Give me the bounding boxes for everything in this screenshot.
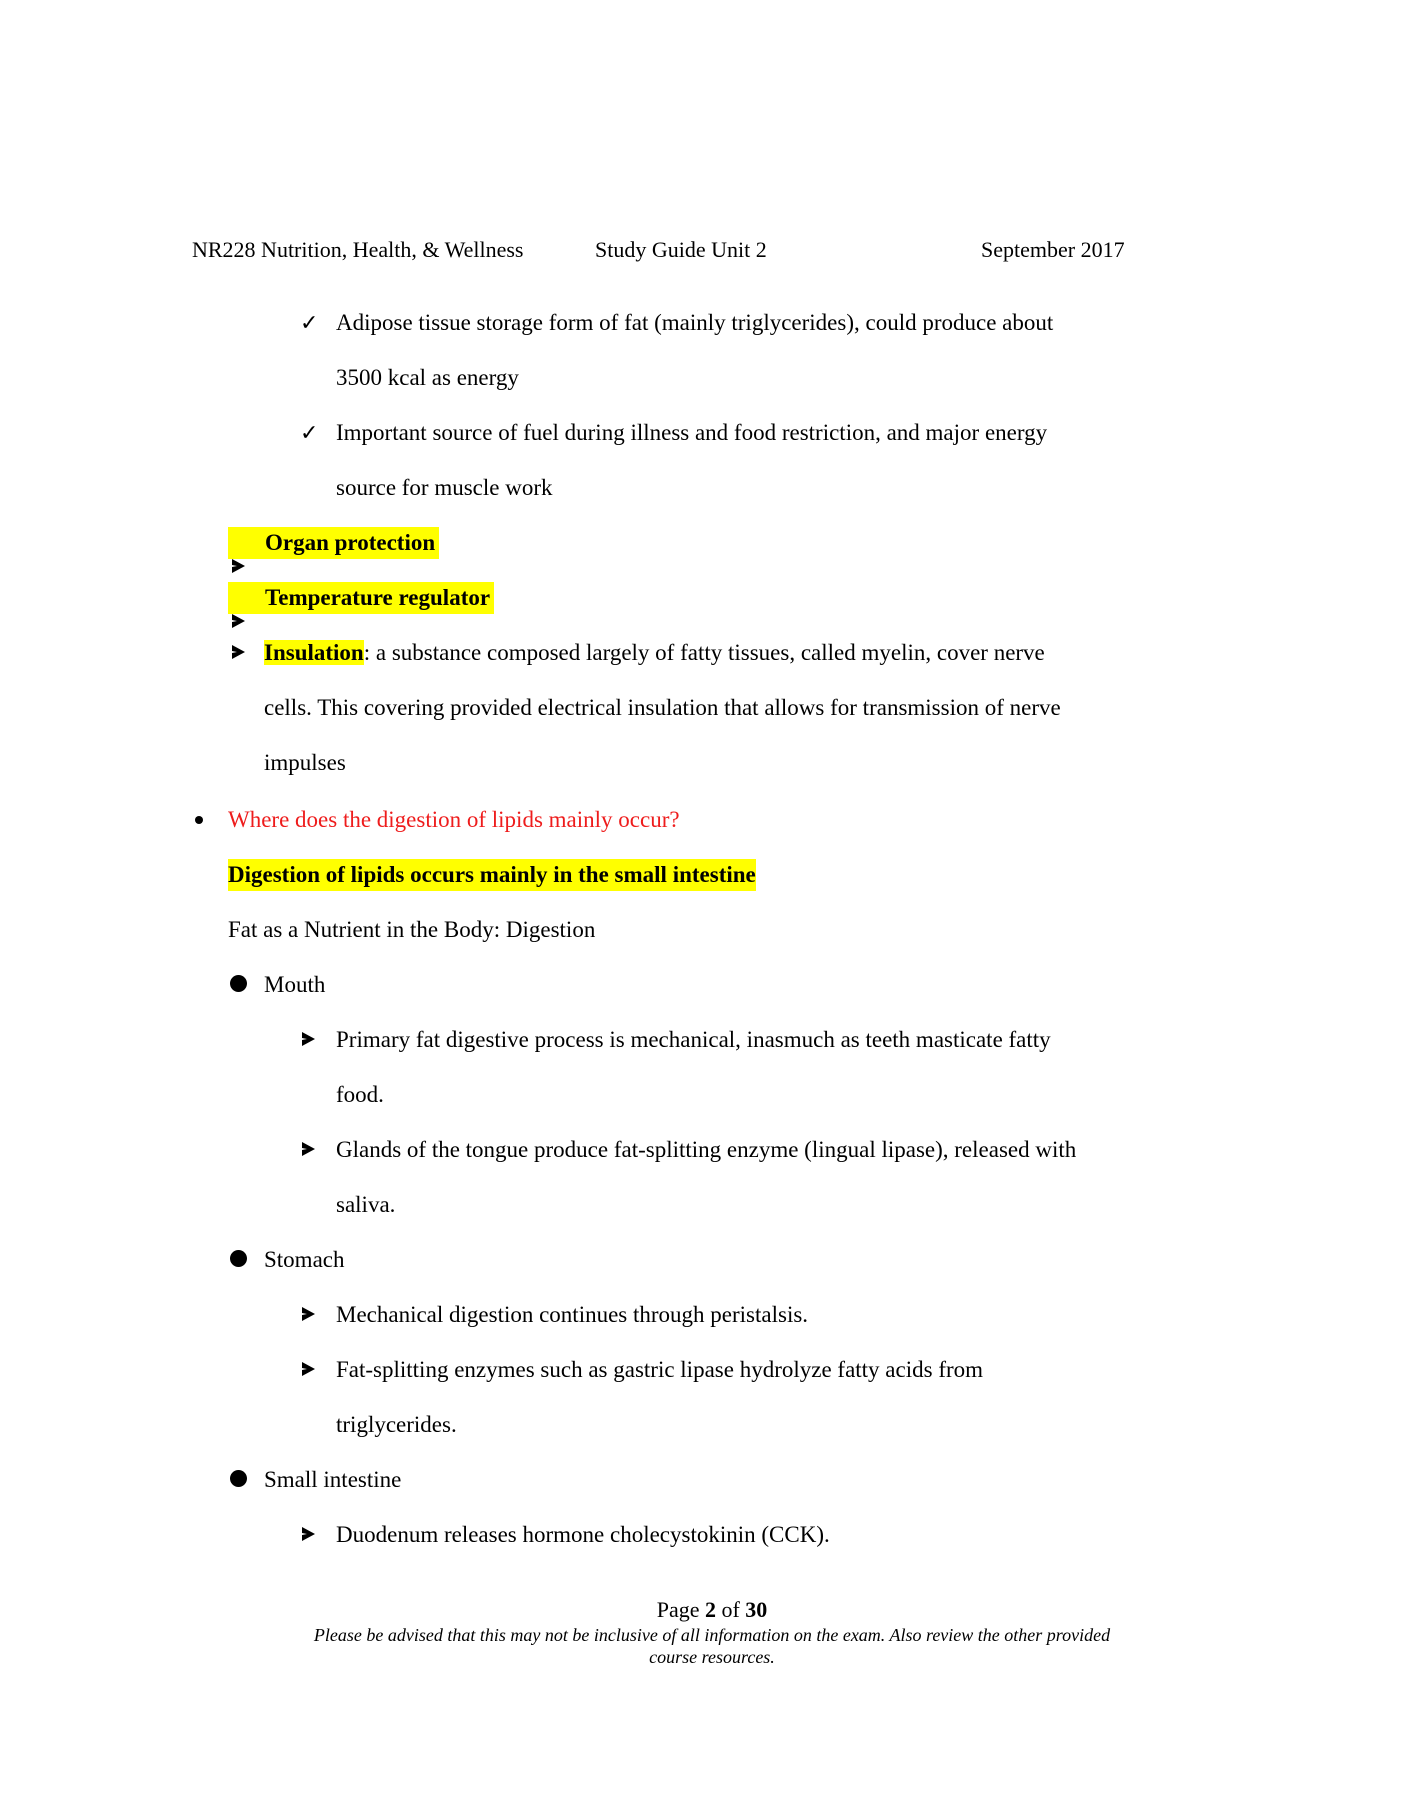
arrow-bullet-icon (302, 1307, 316, 1321)
insulation-definition: : a substance composed largely of fatty tissues, called myelin, cover nerve (363, 640, 1045, 665)
insulation-term: Insulation (264, 640, 364, 665)
disclaimer-line-1: Please be advised that this may not be inclusive of all information on the exam. Also review the other provided (313, 1625, 1111, 1645)
small-intestine-heading: Small intestine (264, 1467, 402, 1492)
organ-protection-item (228, 527, 439, 559)
page-current: 2 (704, 1597, 716, 1622)
mouth-point-1-line-2: food. (336, 1082, 384, 1107)
organ-protection-label: Organ protection (265, 530, 436, 555)
arrow-bullet-icon (232, 645, 246, 659)
temperature-regulator-item (228, 582, 494, 614)
mouth-point-1-line-1: Primary fat digestive process is mechanical, inasmuch as teeth masticate fatty (336, 1027, 1051, 1052)
stomach-point-1: Mechanical digestion continues through peristalsis. (336, 1302, 809, 1327)
small-intestine-point-1: Duodenum releases hormone cholecystokinin (CCK). (336, 1522, 830, 1547)
fuel-line-2: source for muscle work (336, 475, 553, 500)
checkmark-icon: ✓ (300, 420, 319, 445)
mouth-heading: Mouth (264, 972, 326, 997)
arrow-bullet-icon (302, 1142, 316, 1156)
insulation-line-2: cells. This covering provided electrical insulation that allows for transmission of nerve (264, 695, 1061, 720)
mouth-point-2-line-1: Glands of the tongue produce fat-splitting enzyme (lingual lipase), released with (336, 1137, 1077, 1162)
arrow-bullet-icon (302, 1527, 316, 1541)
bullet-dot-icon (195, 816, 203, 824)
header-course: NR228 Nutrition, Health, & Wellness (192, 237, 524, 262)
answer-text: Digestion of lipids occurs mainly in the small intestine (228, 859, 756, 891)
bullet-circle-icon (230, 975, 247, 992)
section-title: Fat as a Nutrient in the Body: Digestion (228, 917, 596, 942)
stomach-heading: Stomach (264, 1247, 345, 1272)
adipose-line-1: Adipose tissue storage form of fat (mainly triglycerides), could produce about (336, 310, 1054, 335)
question-text: Where does the digestion of lipids mainly occur? (228, 807, 680, 832)
temperature-regulator-label: Temperature regulator (265, 585, 491, 610)
disclaimer-line-2: course resources. (649, 1647, 775, 1667)
arrow-bullet-icon (302, 1362, 316, 1376)
adipose-line-2: 3500 kcal as energy (336, 365, 519, 390)
bullet-circle-icon (230, 1470, 247, 1487)
fuel-line-1: Important source of fuel during illness and food restriction, and major energy (336, 420, 1048, 445)
header-date: September 2017 (981, 237, 1125, 262)
bullet-circle-icon (230, 1250, 247, 1267)
arrow-bullet-icon (302, 1032, 316, 1046)
disclaimer (0, 1624, 1424, 1668)
header-guide: Study Guide Unit 2 (595, 237, 767, 262)
page-number: Page 2 of 30 (656, 1597, 768, 1622)
checkmark-icon: ✓ (300, 310, 319, 335)
insulation-line-1 (264, 637, 1045, 669)
insulation-line-3: impulses (264, 750, 346, 775)
stomach-point-2-line-1: Fat-splitting enzymes such as gastric lipase hydrolyze fatty acids from (336, 1357, 984, 1382)
stomach-point-2-line-2: triglycerides. (336, 1412, 457, 1437)
mouth-point-2-line-2: saliva. (336, 1192, 396, 1217)
page-total: 30 (745, 1597, 768, 1622)
